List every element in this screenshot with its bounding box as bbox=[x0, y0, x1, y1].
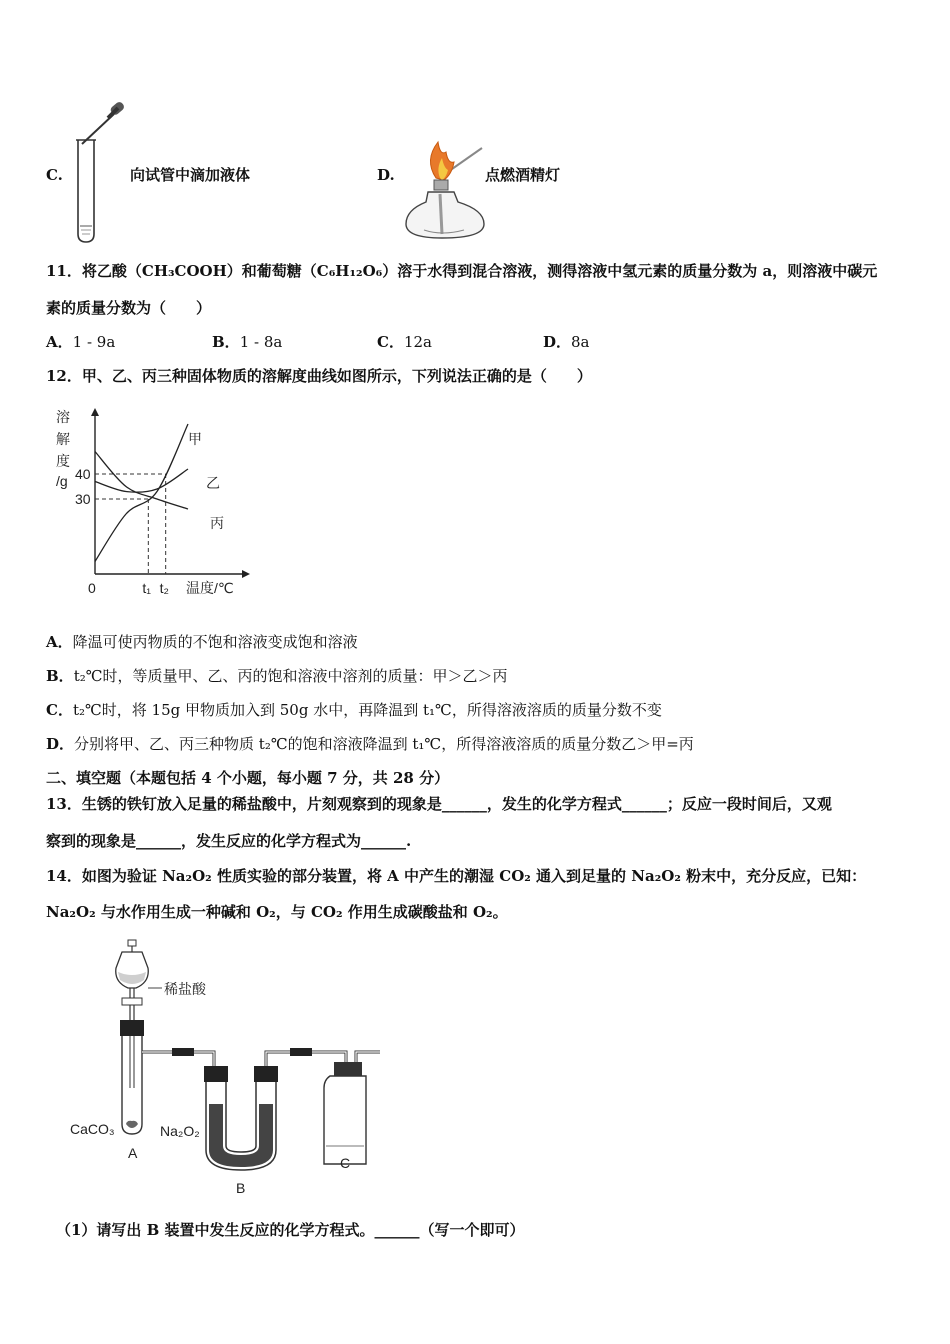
gas-bottle-c bbox=[324, 1062, 366, 1164]
q11-stem-line2: 素的质量分数为（ ） bbox=[46, 299, 212, 317]
test-tube-a bbox=[120, 1020, 144, 1134]
y-axis-label-char-2: 解 bbox=[56, 431, 70, 447]
y-axis-label-char-1: 溶 bbox=[56, 409, 70, 425]
u-tube-b bbox=[204, 1066, 278, 1170]
q13-line2: 察到的现象是______，发生反应的化学方程式为______. bbox=[46, 832, 412, 850]
label-b: B bbox=[236, 1180, 246, 1196]
y-axis-label-char-3: 度 bbox=[56, 453, 70, 469]
section-heading: 二、填空题（本题包括 4 个小题，每小题 7 分，共 28 分） bbox=[46, 769, 450, 787]
label-caco3: CaCO₃ bbox=[70, 1121, 115, 1137]
series-label-1: 甲 bbox=[188, 431, 202, 447]
series-label-2: 乙 bbox=[206, 475, 220, 491]
q11-option-c: C．12a bbox=[377, 333, 432, 351]
y-axis-label-unit: /g bbox=[56, 473, 68, 489]
q11-option-d: D．8a bbox=[543, 333, 590, 351]
q10-option-d-letter: D. bbox=[377, 166, 395, 184]
q10-option-c-text: 向试管中滴加液体 bbox=[130, 166, 251, 184]
series-label-3: 丙 bbox=[210, 515, 224, 531]
q13-line1: 13．生锈的铁钉放入足量的稀盐酸中，片刻观察到的现象是______，发生的化学方程式______；反应一段时间后，又观 bbox=[46, 795, 832, 813]
series-curve-3 bbox=[95, 452, 188, 510]
label-a: A bbox=[128, 1145, 138, 1161]
solubility-chart bbox=[48, 402, 258, 602]
x-tick-label-t1: t₁ bbox=[142, 580, 151, 596]
q11-option-a: A．1 - 9a bbox=[46, 333, 116, 351]
y-axis-arrow bbox=[91, 408, 99, 416]
x-axis-label: 温度/℃ bbox=[186, 580, 234, 596]
alcohol-lamp-illustration bbox=[402, 138, 492, 246]
q11-option-b: B．1 - 8a bbox=[212, 333, 283, 351]
q14-sub1: （1）请写出 B 装置中发生反应的化学方程式。______（写一个即可） bbox=[56, 1221, 525, 1239]
series-curve-1 bbox=[95, 424, 188, 562]
separatory-funnel bbox=[116, 940, 162, 1020]
q14-line2: Na₂O₂ 与水作用生成一种碱和 O₂，与 CO₂ 作用生成碳酸盐和 O₂。 bbox=[46, 903, 508, 921]
x-axis-arrow bbox=[242, 570, 250, 578]
q12-option-b: B．t₂℃时，等质量甲、乙、丙的饱和溶液中溶剂的质量：甲＞乙＞丙 bbox=[46, 667, 508, 685]
q12-option-c: C．t₂℃时，将 15g 甲物质加入到 50g 水中，再降温到 t₁℃，所得溶液溶质的质量分数不变 bbox=[46, 701, 662, 719]
q10-option-c-letter: C. bbox=[46, 166, 63, 184]
q12-option-d: D．分别将甲、乙、丙三种物质 t₂℃的饱和溶液降温到 t₁℃，所得溶液溶质的质量分数乙＞甲=丙 bbox=[46, 735, 694, 753]
y-tick-label-40: 40 bbox=[75, 466, 91, 482]
apparatus-diagram bbox=[64, 938, 394, 1200]
q12-stem: 12．甲、乙、丙三种固体物质的溶解度曲线如图所示，下列说法正确的是（ ） bbox=[46, 367, 592, 385]
q11-stem-line1: 11．将乙酸（CH₃COOH）和葡萄糖（C₆H₁₂O₆）溶于水得到混合溶液，测得溶液中氢元素的质量分数为 a，则溶液中碳元 bbox=[46, 262, 878, 280]
x-tick-label-t2: t₂ bbox=[159, 580, 170, 596]
label-c: C bbox=[340, 1155, 351, 1171]
q10-option-d-text: 点燃酒精灯 bbox=[485, 166, 561, 184]
q14-line1: 14．如图为验证 Na₂O₂ 性质实验的部分装置，将 A 中产生的潮湿 CO₂ 通入到足量的 Na₂O₂ 粉末中，充分反应，已知： bbox=[46, 867, 867, 885]
label-acid: 稀盐酸 bbox=[164, 981, 206, 997]
y-tick-label-30: 30 bbox=[75, 491, 91, 507]
x-tick-label-0: 0 bbox=[88, 580, 96, 596]
series-curve-2 bbox=[95, 469, 188, 492]
label-na2o2: Na₂O₂ bbox=[160, 1123, 200, 1139]
q12-option-a: A．降温可使丙物质的不饱和溶液变成饱和溶液 bbox=[46, 633, 358, 651]
